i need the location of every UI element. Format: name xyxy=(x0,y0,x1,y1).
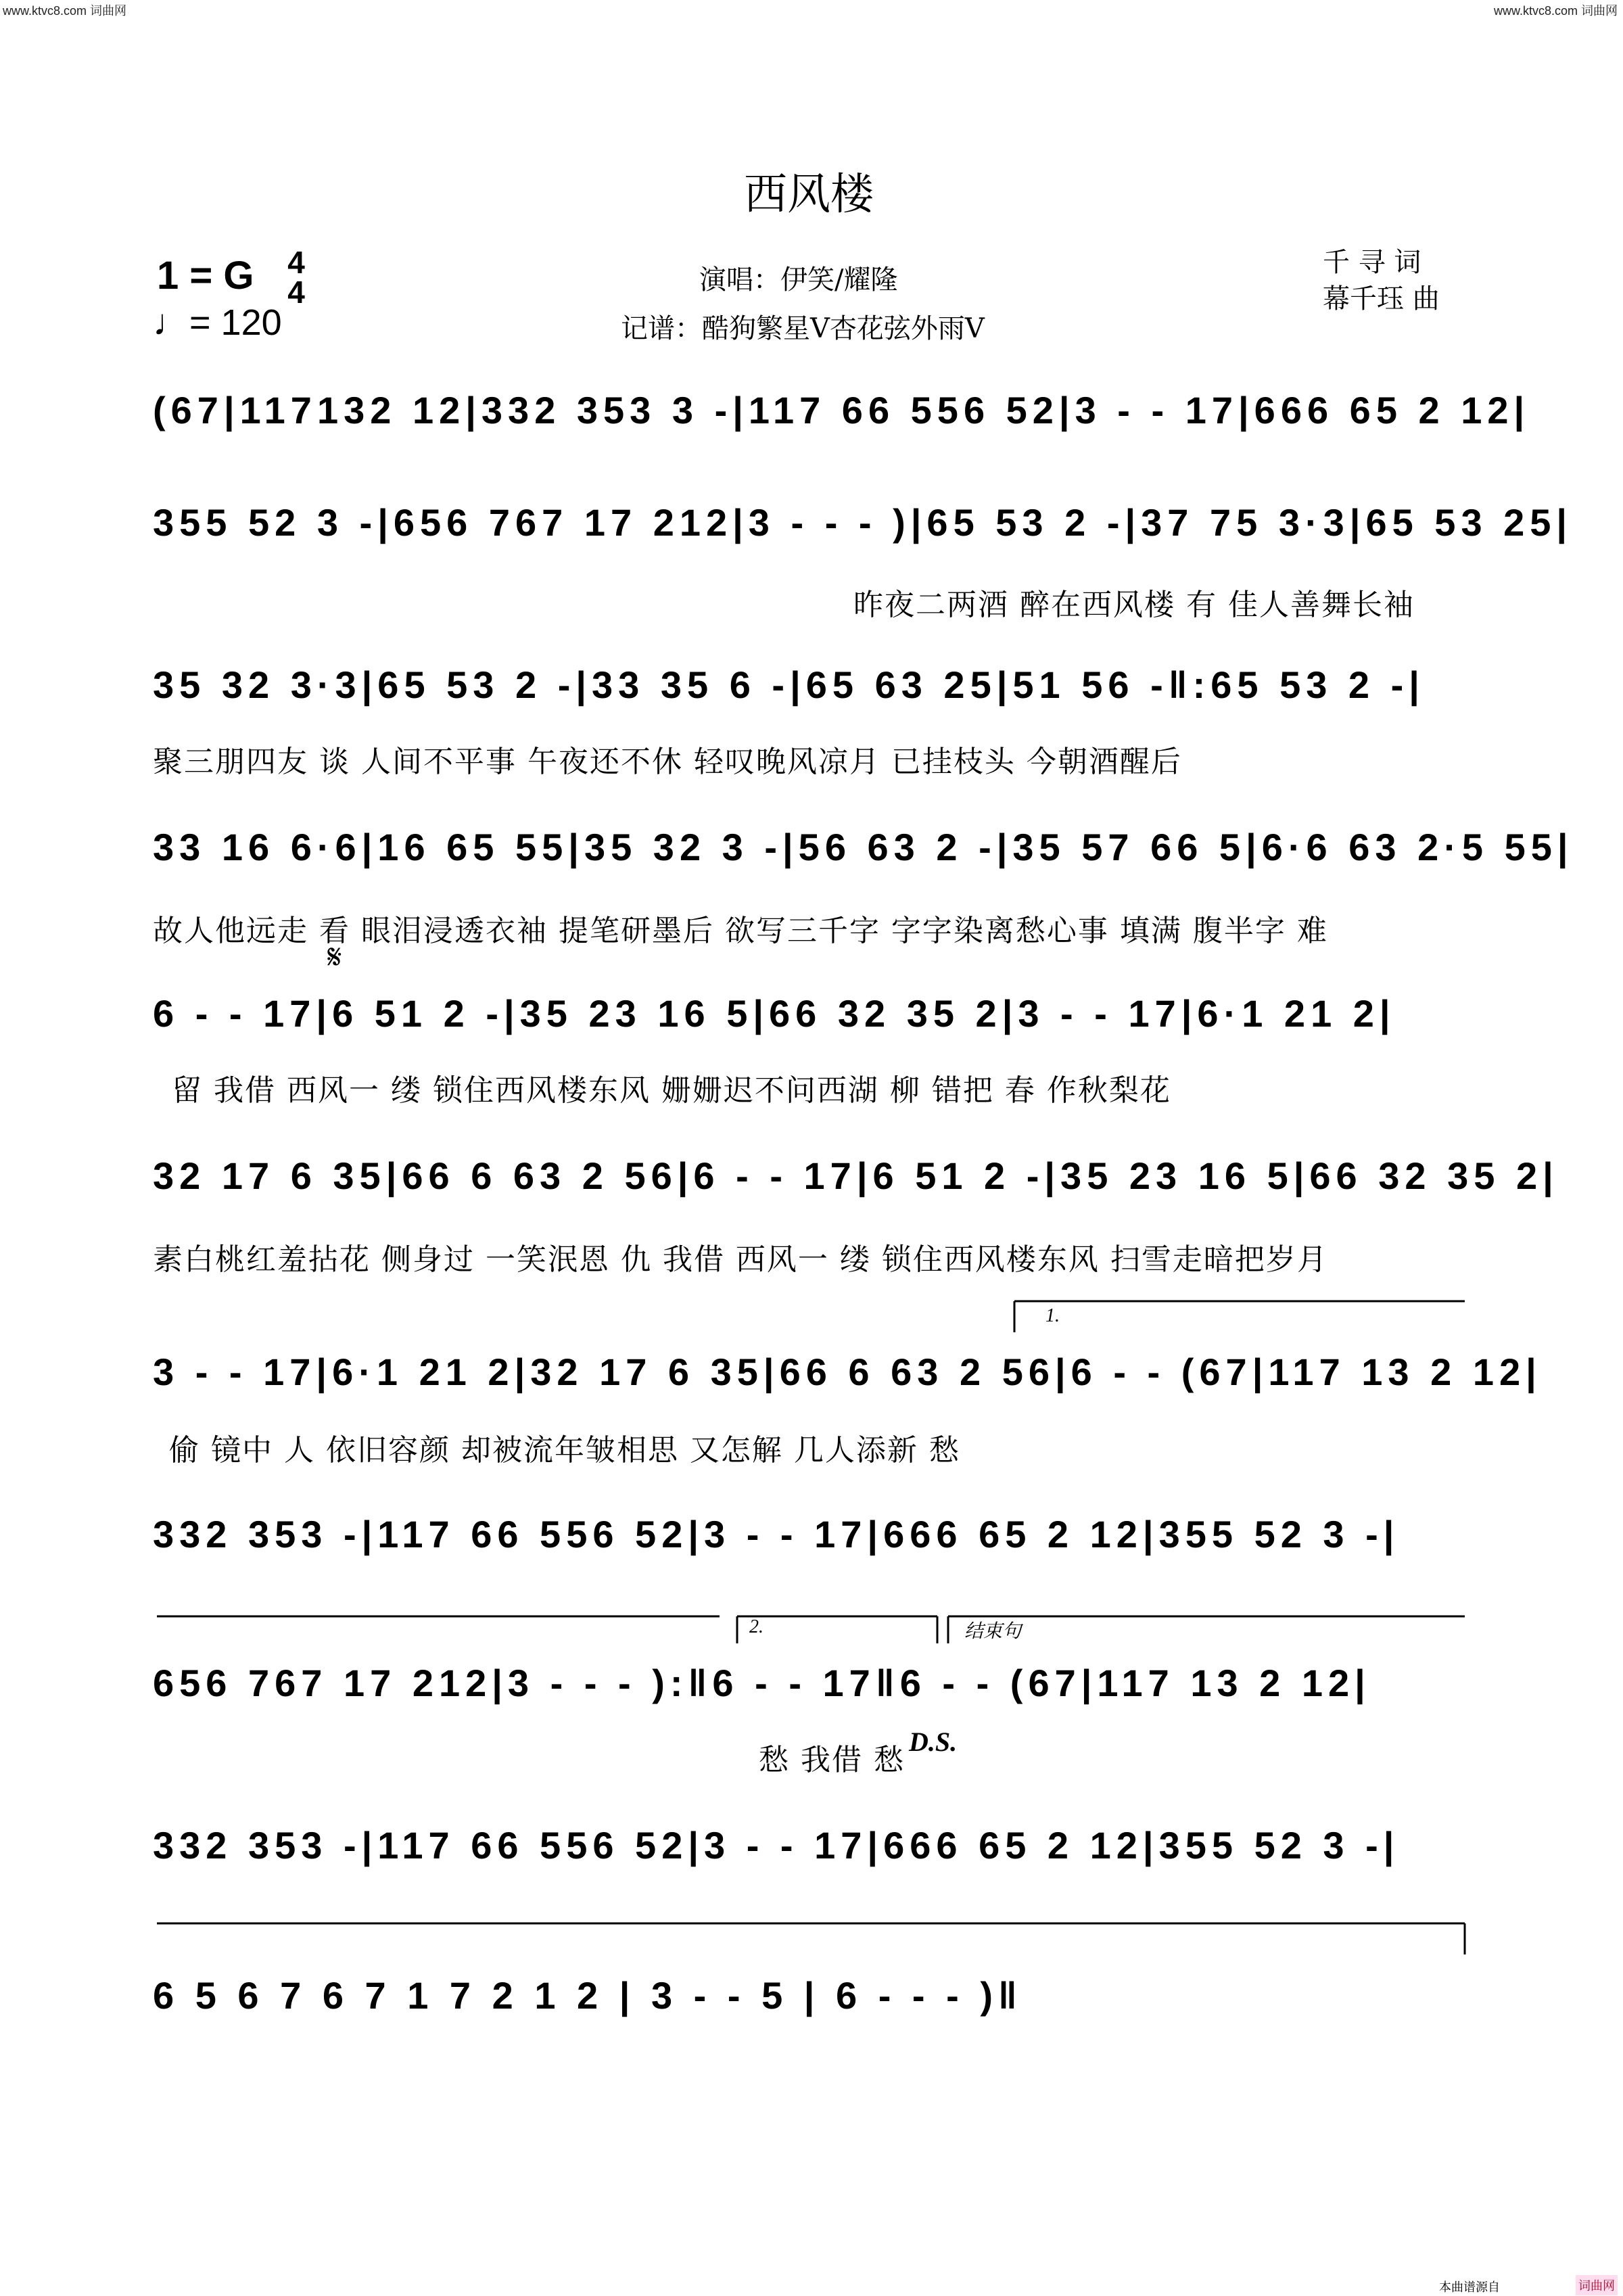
singer-credit: 演唱：伊笑/耀隆 xyxy=(699,264,898,296)
key-signature: 1 = G xyxy=(157,254,254,298)
volta-2-label: 2. xyxy=(749,1616,763,1637)
score-row-2-lyrics: 昨夜二两酒 醉在西风楼 有 佳人善舞长袖 xyxy=(853,588,1415,622)
score-row-8-notes: 332 353 -|117 66 556 52|3 - - 17|666 65 2 12|355 52 3 -| xyxy=(153,1513,1400,1555)
page-title: 西风楼 xyxy=(744,170,874,220)
score-row-5-lyrics: 留 我借 西风一 缕 锁住西风楼东风 姗姗迟不问西湖 柳 错把 春 作秋梨花 xyxy=(172,1073,1171,1108)
score-row-9-notes: 656 767 17 212|3 - - - ):‖6 - - 17‖6 - - (67|117 13 2 12| xyxy=(153,1662,1371,1704)
score-row-5-notes: 6 - - 17|6 51 2 -|35 23 16 5|66 32 35 2|3 - - 17|6·1 21 2| xyxy=(153,992,1396,1035)
score-row-3-notes: 35 32 3·3|65 53 2 -|33 35 6 -|65 63 25|51 56 -‖:65 53 2 -| xyxy=(153,663,1425,706)
dal-segno-mark: D.S. xyxy=(909,1727,958,1757)
ending-label: 结束句 xyxy=(964,1621,1022,1642)
segno-sign: 𝄋 xyxy=(327,937,342,977)
time-signature-denominator: 4 xyxy=(287,275,305,310)
footer-source-label: 本曲谱源自 xyxy=(1439,2280,1500,2295)
lyricist-credit: 千 寻 词 xyxy=(1323,247,1421,278)
score-row-2-notes: 355 52 3 -|656 767 17 212|3 - - - )|65 53 2 -|37 75 3·3|65 53 25| xyxy=(153,501,1573,544)
volta-1-label: 1. xyxy=(1045,1305,1060,1326)
transcriber-credit: 记谱：酷狗繁星V杏花弦外雨V xyxy=(621,313,985,344)
site-watermark-left: www.ktvc8.com 词曲网 xyxy=(3,4,127,18)
score-row-6-lyrics: 素白桃红羞拈花 侧身过 一笑泯恩 仇 我借 西风一 缕 锁住西风楼东风 扫雪走暗把岁月 xyxy=(153,1242,1328,1277)
composer-credit: 幕千珏 曲 xyxy=(1323,283,1440,314)
footer-site-badge[interactable]: 词曲网 xyxy=(1576,2275,1618,2295)
tempo-marking: ♩= 120 xyxy=(153,302,282,343)
time-signature-numerator: 4 xyxy=(287,245,305,280)
score-row-4-notes: 33 16 6·6|16 65 55|35 32 3 -|56 63 2 -|35 57 66 5|6·6 63 2·5 55| xyxy=(153,826,1574,868)
score-row-1-notes: (67|117132 12|332 353 3 -|117 66 556 52|3 - - 17|666 65 2 12| xyxy=(153,389,1530,431)
score-row-11-notes: 6 5 6 7 6 7 1 7 2 1 2 | 3 - - 5 | 6 - - - )‖ xyxy=(153,1974,1022,2017)
score-row-4-lyrics: 故人他远走 看 眼泪浸透衣袖 提笔研墨后 欲写三千字 字字染离愁心事 填满 腹半字 难 xyxy=(153,914,1328,948)
score-row-10-notes: 332 353 -|117 66 556 52|3 - - 17|666 65 2 12|355 52 3 -| xyxy=(153,1824,1400,1867)
score-row-7-notes: 3 - - 17|6·1 21 2|32 17 6 35|66 6 63 2 56|6 - - (67|117 13 2 12| xyxy=(153,1351,1542,1393)
score-row-9-lyrics: 愁 我借 愁 xyxy=(759,1743,905,1777)
score-row-3-lyrics: 聚三朋四友 谈 人间不平事 午夜还不休 轻叹晚风凉月 已挂枝头 今朝酒醒后 xyxy=(153,745,1182,779)
score-row-7-lyrics: 偷 镜中 人 依旧容颜 却被流年皱相思 又怎解 几人添新 愁 xyxy=(169,1433,960,1468)
site-watermark-right: www.ktvc8.com 词曲网 xyxy=(1493,4,1618,18)
score-row-6-notes: 32 17 6 35|66 6 63 2 56|6 - - 17|6 51 2 -|35 23 16 5|66 32 35 2| xyxy=(153,1154,1559,1197)
